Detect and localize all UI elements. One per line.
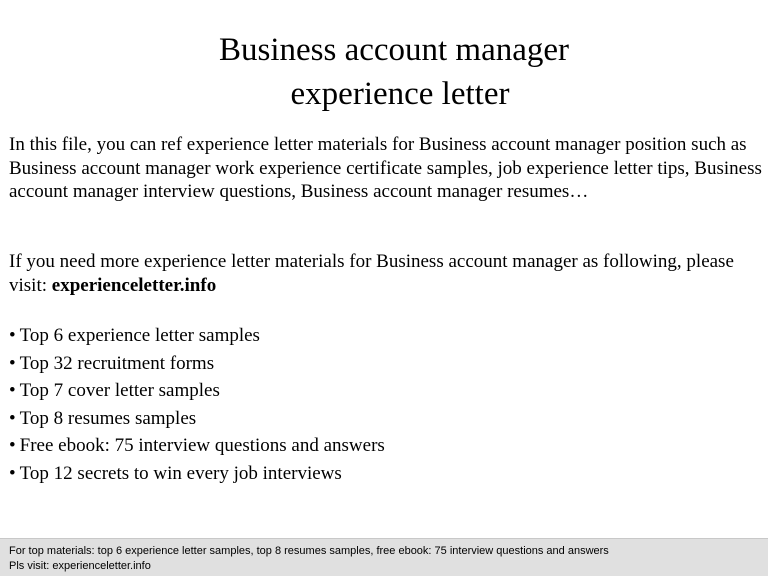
list-item-label: Top 12 secrets to win every job interviews — [19, 462, 342, 484]
list-item-label: Top 32 recruitment forms — [19, 352, 215, 374]
footer-line-2: Pls visit: experienceletter.info — [9, 560, 151, 572]
slide-title-line-1: Business account manager — [218, 32, 570, 68]
slide-title-line-2: experience letter — [290, 76, 510, 112]
footer-line-1: For top materials: top 6 experience letter samples, top 8 resumes samples, free ebook: 75 interview questions and answers — [9, 545, 609, 557]
bullet-marker: • — [9, 352, 16, 374]
bullet-marker: • — [9, 462, 16, 484]
intro-paragraph: In this file, you can ref experience letter materials for Business account manager position such as Business account manager work experience certificate samples, job experience letter tips, Business account manager interview questions, Business account manager resumes… — [9, 134, 762, 202]
bullet-marker: • — [9, 435, 16, 456]
list-item — [9, 460, 385, 488]
list-item-label: Free ebook: 75 interview questions and answers — [19, 435, 385, 456]
bullet-marker: • — [9, 325, 16, 346]
footer-bar — [0, 538, 768, 576]
list-item-label: Top 6 experience letter samples — [19, 325, 260, 346]
list-item — [9, 405, 385, 433]
list-item — [9, 322, 385, 350]
bullet-marker: • — [9, 380, 16, 401]
list-item — [9, 350, 385, 378]
visit-paragraph — [9, 250, 767, 297]
bullet-marker: • — [9, 407, 16, 429]
list-item-label: Top 7 cover letter samples — [19, 380, 220, 401]
visit-text: If you need more experience letter materials for Business account manager as following, please visit: — [9, 251, 734, 296]
list-item — [9, 377, 385, 405]
materials-list — [9, 322, 385, 487]
list-item — [9, 432, 385, 460]
list-item-label: Top 8 resumes samples — [19, 407, 197, 429]
experienceletter-link[interactable]: experienceletter.info — [51, 274, 217, 296]
